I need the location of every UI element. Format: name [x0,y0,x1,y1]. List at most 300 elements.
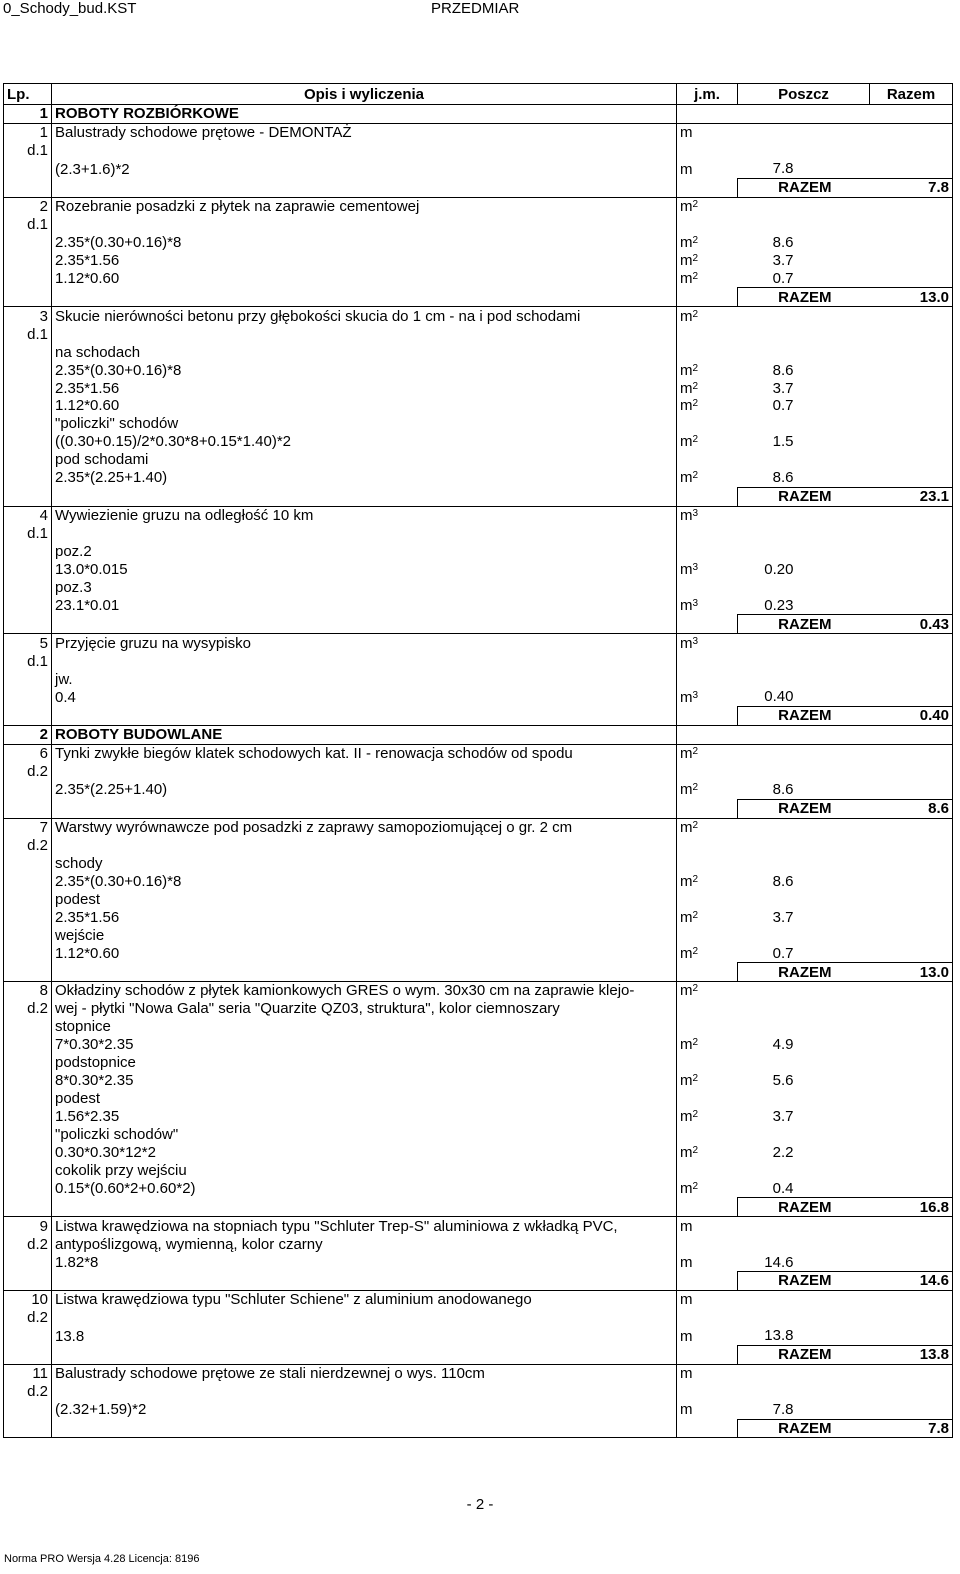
row-total [870,1179,953,1197]
row-total [870,982,953,1000]
row-unit [677,763,738,781]
row-description [52,525,677,543]
row-unit [677,288,738,307]
table-row [4,506,953,524]
row-description: 2.35*(2.25+1.40) [52,469,677,487]
row-lp [4,963,52,982]
total-row [4,1272,953,1291]
table-row [4,525,953,543]
table-row [4,1108,953,1126]
unit-exponent: 3 [692,508,699,520]
table-row [4,361,953,379]
table-row [4,543,953,561]
row-description: ((0.30+0.15)/2*0.30*8+0.15*1.40)*2 [52,433,677,451]
unit-exponent: 2 [692,1109,699,1121]
table-row [4,763,953,781]
row-unit: m [677,1217,738,1235]
table-row [4,1383,953,1401]
row-total: 13.0 [870,288,953,307]
row-total [870,1309,953,1327]
table-row [4,325,953,343]
row-lp: d.2 [4,1000,52,1018]
row-description: antypoślizgową, wymienną, kolor czarny [52,1235,677,1253]
row-total [870,1253,953,1271]
row-unit [677,415,738,433]
row-total [870,216,953,234]
row-lp [4,469,52,487]
row-lp [4,160,52,178]
row-description [52,837,677,855]
row-unit [677,1018,738,1036]
table-row [4,634,953,652]
row-unit [677,1198,738,1217]
table-row [4,252,953,270]
row-unit [677,1383,738,1401]
row-lp [4,1090,52,1108]
row-total [870,160,953,178]
row-description [52,1272,677,1291]
row-lp [4,1198,52,1217]
row-description: schody [52,854,677,872]
row-total: 14.6 [870,1272,953,1291]
table-row [4,1143,953,1161]
row-lp [4,1179,52,1197]
row-description [52,178,677,197]
row-description [52,1345,677,1364]
row-description [52,1419,677,1438]
table-row [4,197,953,215]
row-description: Rozebranie posadzki z płytek na zaprawie cementowej [52,197,677,215]
col-header-poszcz: Poszcz [738,84,870,105]
row-partial-value [738,670,870,688]
row-lp [4,252,52,270]
row-partial-value: 3.7 [772,908,794,926]
unit-exponent: 2 [692,362,699,374]
row-total [870,123,953,141]
row-unit [677,1090,738,1108]
unit-exponent: 3 [692,561,699,573]
row-unit [677,615,738,634]
razem-label: RAZEM [738,615,870,634]
razem-label: RAZEM [738,706,870,725]
row-partial-value [738,415,870,433]
row-lp [4,1126,52,1144]
row-description: 2.35*(0.30+0.16)*8 [52,234,677,252]
row-partial-value: 0.23 [764,596,794,614]
row-partial-value [738,652,870,670]
row-partial-value: 14.6 [764,1253,794,1271]
row-unit [677,670,738,688]
row-partial-value: 0.4 [772,1179,794,1197]
row-lp [4,670,52,688]
row-description: 13.0*0.015 [52,560,677,578]
row-total [870,688,953,706]
row-lp: 4 [4,506,52,524]
unit-exponent: 2 [692,252,699,264]
section-row [4,725,953,744]
row-total [870,1126,953,1144]
table-row [4,926,953,944]
row-unit [677,1272,738,1291]
row-unit: $m^2$ [680,234,699,252]
row-description: 2.35*1.56 [52,379,677,397]
table-row [4,307,953,325]
row-total [870,837,953,855]
row-partial-value [738,578,870,596]
row-description: 2.35*(0.30+0.16)*8 [52,361,677,379]
row-unit [677,451,738,469]
row-lp: 1 [4,105,52,124]
row-unit: $m^2$ [680,469,699,487]
row-description: 1.12*0.60 [52,269,677,287]
row-total [870,578,953,596]
row-total [870,1108,953,1126]
table-row [4,1018,953,1036]
row-total [870,854,953,872]
row-total: 8.6 [870,799,953,818]
row-partial-value [738,1000,870,1018]
row-partial-value: 5.6 [772,1072,794,1090]
row-total: 0.40 [870,706,953,725]
row-partial-value: 4.9 [772,1036,794,1054]
row-unit: $m^2$ [680,1072,699,1090]
row-total [870,506,953,524]
unit-exponent: 2 [692,235,699,247]
row-description: Warstwy wyrównawcze pod posadzki z zaprawy samopoziomującej o gr. 2 cm [52,818,677,836]
row-unit [677,890,738,908]
table-row [4,1290,953,1308]
row-lp: 6 [4,744,52,762]
row-total [870,1143,953,1161]
row-partial-value [738,854,870,872]
table-row [4,670,953,688]
row-unit [677,1419,738,1438]
row-total [870,725,953,744]
row-description: Listwa krawędziowa typu "Schluter Schiene" z aluminium anodowanego [52,1290,677,1308]
table-row [4,415,953,433]
total-row [4,706,953,725]
row-lp: 5 [4,634,52,652]
table-row [4,652,953,670]
row-total: 13.0 [870,963,953,982]
row-partial-value: 8.6 [772,234,794,252]
file-name: 0_Schody_bud.KST [3,0,137,17]
row-lp: d.2 [4,1383,52,1401]
row-total [870,1054,953,1072]
row-description: 1.56*2.35 [52,1108,677,1126]
row-total [870,433,953,451]
razem-label: RAZEM [738,288,870,307]
row-total [870,361,953,379]
table-row [4,1126,953,1144]
row-description: poz.2 [52,543,677,561]
row-unit [677,799,738,818]
row-description [52,1383,677,1401]
table-body [4,105,953,1438]
total-row [4,963,953,982]
row-description: na schodach [52,343,677,361]
row-lp: d.2 [4,837,52,855]
row-total [870,670,953,688]
row-partial-value: 0.7 [772,944,794,962]
row-description: poz.3 [52,578,677,596]
row-partial-value: 13.8 [764,1327,794,1345]
row-total [870,1364,953,1382]
row-partial-value: 2.2 [772,1143,794,1161]
unit-exponent: 2 [692,945,699,957]
row-total [870,944,953,962]
row-lp [4,578,52,596]
row-partial-value [738,1217,870,1235]
row-total [870,560,953,578]
row-partial-value: 8.6 [772,781,794,799]
row-description: podest [52,890,677,908]
row-description: Przyjęcie gruzu na wysypisko [52,634,677,652]
table-row [4,216,953,234]
row-unit [677,652,738,670]
table-row [4,451,953,469]
row-partial-value [738,837,870,855]
unit-exponent: 2 [692,308,699,320]
row-total [870,1401,953,1419]
row-lp [4,1327,52,1345]
row-unit [677,525,738,543]
unit-exponent: 2 [692,470,699,482]
row-total [870,872,953,890]
row-unit: $m^2$ [680,1108,699,1126]
unit-exponent: 2 [692,1037,699,1049]
table-row [4,578,953,596]
row-description: Skucie nierówności betonu przy głębokości skucia do 1 cm - na i pod schodami [52,307,677,325]
row-total [870,1072,953,1090]
row-partial-value [738,1290,870,1308]
row-lp: d.2 [4,763,52,781]
table-row [4,1054,953,1072]
row-lp: d.1 [4,525,52,543]
row-unit: $m^2$ [680,1143,699,1161]
row-lp [4,288,52,307]
unit-exponent: 2 [692,271,699,283]
row-unit: $m^2$ [677,307,738,325]
row-unit: $m^2$ [677,818,738,836]
row-total [870,1217,953,1235]
table-row [4,1072,953,1090]
row-partial-value: 1.5 [772,433,794,451]
row-description: 2.35*1.56 [52,908,677,926]
table-header-row [4,84,953,105]
row-total [870,1161,953,1179]
row-lp [4,234,52,252]
row-total [870,763,953,781]
row-lp [4,415,52,433]
row-description [52,216,677,234]
row-partial-value [738,1364,870,1382]
row-description: wejście [52,926,677,944]
section-row [4,105,953,124]
row-description [52,1309,677,1327]
row-lp [4,706,52,725]
unit-exponent: 2 [692,1144,699,1156]
row-unit [677,1161,738,1179]
row-lp [4,926,52,944]
row-total [870,1290,953,1308]
row-unit: m [680,160,693,178]
row-description: 2.35*(0.30+0.16)*8 [52,872,677,890]
total-row [4,799,953,818]
row-total [870,252,953,270]
row-lp [4,596,52,614]
row-unit: $m^2$ [680,361,699,379]
row-total [870,397,953,415]
row-description: 23.1*0.01 [52,596,677,614]
row-total [870,307,953,325]
row-lp: 11 [4,1364,52,1382]
row-description: 1.82*8 [52,1253,677,1271]
row-description [52,799,677,818]
table-row [4,234,953,252]
row-lp: d.1 [4,652,52,670]
row-partial-value [738,543,870,561]
row-description [52,706,677,725]
row-partial-value [738,325,870,343]
row-partial-value: 3.7 [772,251,794,269]
row-partial-value: 8.6 [772,872,794,890]
row-unit [677,854,738,872]
unit-exponent: 2 [692,199,699,211]
row-lp [4,343,52,361]
row-unit: $m^2$ [680,908,699,926]
table-row [4,560,953,578]
total-row [4,1419,953,1438]
row-lp [4,1036,52,1054]
row-description: 8*0.30*2.35 [52,1072,677,1090]
table-row [4,890,953,908]
row-partial-value: 7.8 [772,1401,794,1419]
row-total [870,781,953,799]
row-unit: m [677,1290,738,1308]
table-row [4,688,953,706]
table-row [4,818,953,836]
table-row [4,1036,953,1054]
row-description: (2.32+1.59)*2 [52,1401,677,1419]
row-description [52,288,677,307]
unit-exponent: 2 [692,1073,699,1085]
document-title: PRZEDMIAR [431,0,520,17]
row-lp: d.1 [4,216,52,234]
table-row [4,1235,953,1253]
row-lp [4,397,52,415]
total-row [4,1345,953,1364]
page-number: - 2 - [466,1496,494,1513]
row-description: Okładziny schodów z płytek kamionkowych GRES o wym. 30x30 cm na zaprawie klejo- [52,982,677,1000]
row-total [870,652,953,670]
row-description: podest [52,1090,677,1108]
unit-exponent: 2 [692,1181,699,1193]
table-row [4,433,953,451]
row-partial-value [738,926,870,944]
row-partial-value [738,818,870,836]
table-row [4,469,953,487]
row-description: 0.4 [52,688,677,706]
row-description: cokolik przy wejściu [52,1161,677,1179]
row-partial-value [738,197,870,215]
table-row [4,160,953,178]
row-partial-value [738,634,870,652]
row-lp [4,688,52,706]
row-lp: 2 [4,725,52,744]
total-row [4,615,953,634]
row-lp [4,615,52,634]
unit-exponent: 2 [692,746,699,758]
table-row [4,269,953,287]
table-row [4,142,953,160]
row-unit: $m^2$ [680,379,699,397]
bill-of-quantities-table [3,83,953,1438]
table-row [4,1309,953,1327]
row-partial-value [738,451,870,469]
table-row [4,1253,953,1271]
razem-label: RAZEM [738,178,870,197]
table-row [4,1217,953,1235]
row-lp: d.2 [4,1235,52,1253]
unit-exponent: 3 [692,635,699,647]
total-row [4,178,953,197]
total-row [4,1198,953,1217]
row-total: 13.8 [870,1345,953,1364]
row-unit: m [677,1364,738,1382]
row-description: pod schodami [52,451,677,469]
row-unit: $m^2$ [680,1180,699,1198]
row-lp: 10 [4,1290,52,1308]
unit-exponent: 2 [692,983,699,995]
table-row [4,1000,953,1018]
row-unit [677,105,738,124]
row-partial-value [738,1090,870,1108]
table-row [4,379,953,397]
row-partial-value [738,982,870,1000]
row-lp: 7 [4,818,52,836]
row-partial-value [738,1161,870,1179]
row-description: "policzki schodów" [52,1126,677,1144]
row-partial-value: 8.6 [772,469,794,487]
row-lp [4,854,52,872]
unit-exponent: 2 [692,782,699,794]
footer-license: Norma PRO Wersja 4.28 Licencja: 8196 [4,1553,200,1565]
row-partial-value [738,307,870,325]
row-unit [677,343,738,361]
row-unit [677,1000,738,1018]
table-row [4,944,953,962]
row-lp [4,908,52,926]
row-unit [677,1345,738,1364]
row-unit [677,178,738,197]
row-description: 2.35*1.56 [52,252,677,270]
row-unit [677,1054,738,1072]
row-partial-value [738,216,870,234]
table-row [4,1179,953,1197]
row-unit [677,706,738,725]
row-total [870,105,953,124]
row-lp: d.1 [4,142,52,160]
razem-label: RAZEM [738,1419,870,1438]
row-lp [4,1108,52,1126]
row-total [870,415,953,433]
row-unit: $m^2$ [677,744,738,762]
row-partial-value [738,105,870,124]
row-lp [4,379,52,397]
row-description: Tynki zwykłe biegów klatek schodowych kat. II - renowacja schodów od spodu [52,744,677,762]
row-total [870,543,953,561]
